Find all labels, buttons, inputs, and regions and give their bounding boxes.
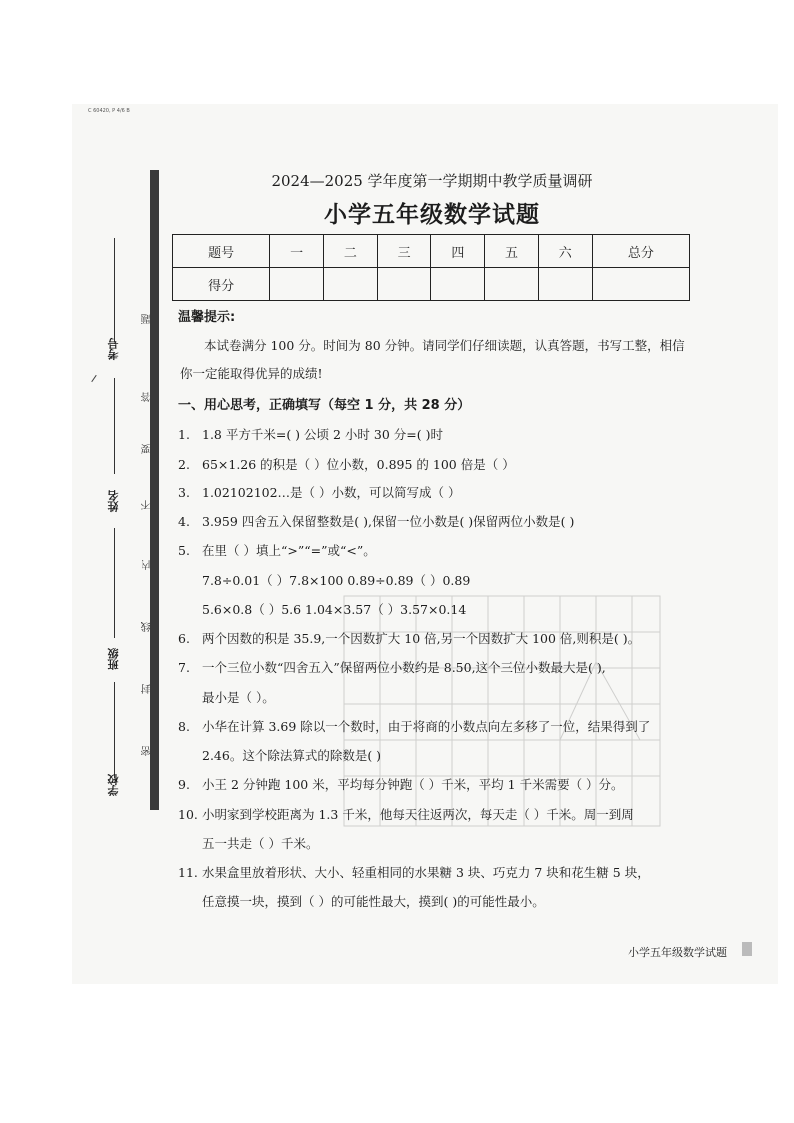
seal-char: 线 bbox=[142, 622, 153, 632]
question-text: 小华在计算 3.69 除以一个数时，由于将商的小数点向左多移了一位，结果得到了 bbox=[202, 719, 651, 734]
question-5 bbox=[178, 541, 376, 559]
score-table bbox=[172, 234, 690, 301]
seal-char: 答 bbox=[142, 392, 153, 402]
question-9 bbox=[178, 775, 624, 793]
score-cell bbox=[324, 268, 378, 301]
question-5-comparison-row-2: 5.6×0.8（ ）5.6 1.04×3.57（ ）3.57×0.14 bbox=[202, 602, 467, 617]
table-cell: 得分 bbox=[173, 268, 270, 301]
seal-char: 要 bbox=[142, 444, 153, 454]
page-footer-label: 小学五年级数学试题 bbox=[628, 946, 727, 959]
seal-char: 内 bbox=[142, 560, 153, 570]
question-7 bbox=[178, 658, 606, 676]
notice-heading: 温馨提示: bbox=[178, 310, 236, 325]
exam-main-title: 小学五年级数学试题 bbox=[324, 202, 540, 228]
question-7-continued: 最小是（ ）。 bbox=[202, 690, 275, 705]
exam-no-label: 考号 bbox=[107, 338, 120, 360]
question-number: 7. bbox=[178, 660, 190, 675]
table-cell: 五 bbox=[485, 235, 539, 268]
question-text: 1.02102102…是（ ）小数，可以简写成（ ） bbox=[202, 485, 461, 500]
question-text: 在里（ ）填上“>”“=”或“<”。 bbox=[202, 543, 376, 558]
question-text: 3.959 四舍五入保留整数是( ),保留一位小数是( )保留两位小数是( ) bbox=[202, 514, 575, 529]
section-heading: 一、用心思考，正确填写（每空 1 分，共 28 分） bbox=[178, 398, 471, 413]
seal-char: 封 bbox=[142, 684, 153, 694]
binding-bar bbox=[150, 170, 159, 810]
question-number: 6. bbox=[178, 631, 190, 646]
question-5-comparison-row-1: 7.8÷0.01（ ）7.8×100 0.89÷0.89（ ）0.89 bbox=[202, 573, 471, 588]
score-cell bbox=[592, 268, 689, 301]
question-4 bbox=[178, 512, 574, 530]
exam-no-line bbox=[114, 238, 115, 342]
question-1 bbox=[178, 425, 443, 443]
score-cell bbox=[270, 268, 324, 301]
question-11 bbox=[178, 863, 650, 881]
question-number: 8. bbox=[178, 719, 190, 734]
print-code: C 60420, P 4/6 B bbox=[88, 108, 130, 114]
page-number-mark bbox=[742, 942, 752, 956]
class-line bbox=[114, 528, 115, 638]
table-cell: 总分 bbox=[592, 235, 689, 268]
score-cell bbox=[485, 268, 539, 301]
name-label: 姓名 bbox=[107, 490, 120, 512]
question-text: 水果盒里放着形状、大小、轻重相同的水果糖 3 块、巧克力 7 块和花生糖 5 块， bbox=[202, 865, 650, 880]
question-number: 3. bbox=[178, 485, 190, 500]
table-cell: 四 bbox=[431, 235, 485, 268]
name-line bbox=[114, 378, 115, 474]
score-cell bbox=[538, 268, 592, 301]
score-table-header-row bbox=[173, 235, 690, 268]
school-label: 学校 bbox=[107, 774, 120, 796]
question-8 bbox=[178, 717, 650, 735]
question-10 bbox=[178, 805, 634, 823]
question-number: 2. bbox=[178, 457, 190, 472]
seal-char: 密 bbox=[142, 746, 153, 756]
question-text: 小明家到学校距离为 1.3 千米，他每天往返两次，每天走（ ）千米。周一到周 bbox=[202, 807, 634, 822]
table-cell: 题号 bbox=[173, 235, 270, 268]
question-6 bbox=[178, 629, 640, 647]
question-text: 一个三位小数“四舍五入”保留两位小数约是 8.50,这个三位小数最大是( ), bbox=[202, 660, 606, 675]
question-number: 5. bbox=[178, 543, 190, 558]
table-cell: 三 bbox=[377, 235, 431, 268]
notice-text: 本试卷满分 100 分。时间为 80 分钟。请同学们仔细读题，认真答题，书写工整，相信你一定能取得优异的成绩! bbox=[180, 338, 685, 381]
question-11-continued: 任意摸一块，摸到（ ）的可能性最大，摸到( )的可能性最小。 bbox=[202, 894, 545, 909]
question-number: 1. bbox=[178, 427, 190, 442]
class-label: 班级 bbox=[107, 648, 120, 670]
question-text: 1.8 平方千米=( ) 公顷 2 小时 30 分=( )时 bbox=[202, 427, 443, 442]
question-text: 65×1.26 的积是（ ）位小数，0.895 的 100 倍是（ ） bbox=[202, 457, 515, 472]
question-number: 4. bbox=[178, 514, 190, 529]
question-2 bbox=[178, 455, 515, 473]
question-number: 9. bbox=[178, 777, 190, 792]
score-cell bbox=[431, 268, 485, 301]
table-cell: 二 bbox=[324, 235, 378, 268]
seal-char: 不 bbox=[142, 500, 153, 510]
seal-char: 题 bbox=[142, 314, 153, 324]
question-3 bbox=[178, 483, 461, 501]
score-table-score-row bbox=[173, 268, 690, 301]
table-cell: 六 bbox=[538, 235, 592, 268]
question-number: 10. bbox=[178, 807, 198, 822]
exam-header-title: 2024—2025 学年度第一学期期中教学质量调研 bbox=[271, 172, 593, 190]
score-cell bbox=[377, 268, 431, 301]
question-text: 小王 2 分钟跑 100 米，平均每分钟跑（ ）千米，平均 1 千米需要（ ）分。 bbox=[202, 777, 624, 792]
question-number: 11. bbox=[178, 865, 198, 880]
table-cell: 一 bbox=[270, 235, 324, 268]
question-text: 两个因数的积是 35.9,一个因数扩大 10 倍,另一个因数扩大 100 倍,则积是( )。 bbox=[202, 631, 641, 646]
school-line bbox=[114, 682, 115, 778]
question-8-continued: 2.46。这个除法算式的除数是( ) bbox=[202, 748, 382, 763]
question-10-continued: 五一共走（ ）千米。 bbox=[202, 836, 319, 851]
